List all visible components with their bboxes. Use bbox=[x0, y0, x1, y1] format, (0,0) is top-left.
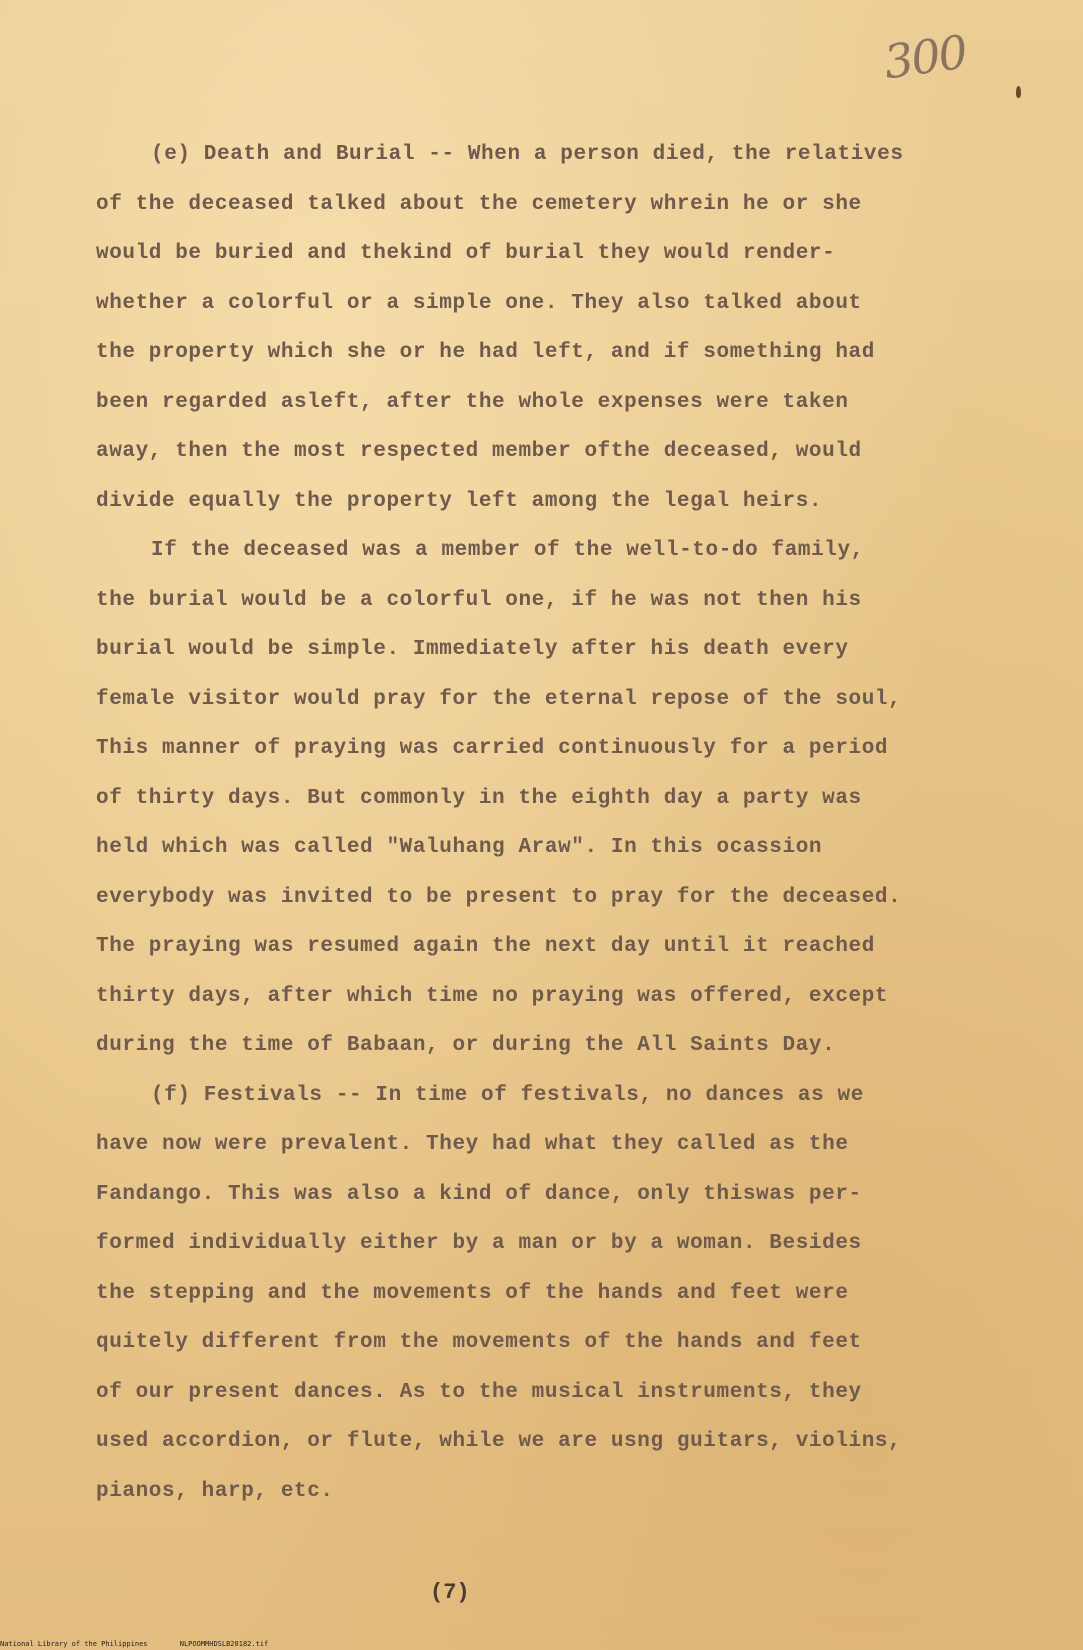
text-line: been regarded asleft, after the whole expenses were taken bbox=[96, 390, 849, 414]
text-line: everybody was invited to be present to pray for the deceased. bbox=[96, 885, 902, 909]
ink-spot bbox=[1016, 86, 1021, 98]
footer-institution: National Library of the Philippines bbox=[0, 1640, 148, 1648]
text-line: the stepping and the movements of the hands and feet were bbox=[96, 1281, 849, 1305]
text-line: of the deceased talked about the cemetery whrein he or she bbox=[96, 192, 862, 216]
typed-body-text bbox=[96, 130, 1036, 1516]
text-line: divide equally the property left among the legal heirs. bbox=[96, 489, 823, 513]
text-line: This manner of praying was carried continuously for a period bbox=[96, 737, 889, 760]
text-line: burial would be simple. Immediately after his death every bbox=[96, 638, 849, 661]
text-line: held which was called "Waluhang Araw". In this ocassion bbox=[96, 836, 823, 859]
paragraph-well-to-do-family bbox=[96, 526, 1036, 1071]
text-line: whether a colorful or a simple one. They also talked about bbox=[96, 291, 862, 315]
text-line: Fandango. This was also a kind of dance, only thiswas per- bbox=[96, 1182, 862, 1206]
text-line: of our present dances. As to the musical instruments, they bbox=[96, 1380, 862, 1404]
text-line: have now were prevalent. They had what they called as the bbox=[96, 1133, 849, 1156]
text-line: female visitor would pray for the eternal repose of the soul, bbox=[96, 687, 902, 711]
text-line: used accordion, or flute, while we are usng guitars, violins, bbox=[96, 1430, 902, 1453]
text-line: the property which she or he had left, and if something had bbox=[96, 341, 875, 364]
text-line: If the deceased was a member of the well-to-do family, bbox=[151, 539, 864, 562]
text-line: would be buried and thekind of burial they would render- bbox=[96, 242, 836, 265]
text-line: (f) Festivals -- In time of festivals, no dances as we bbox=[151, 1083, 864, 1107]
text-line: pianos, harp, etc. bbox=[96, 1479, 334, 1503]
page-number: (7) bbox=[430, 1580, 470, 1605]
text-line: away, then the most respected member ofthe deceased, would bbox=[96, 440, 862, 463]
paragraph-festivals bbox=[96, 1071, 1036, 1517]
text-line: during the time of Babaan, or during the All Saints Day. bbox=[96, 1034, 836, 1057]
footer-file-id: NLPOOMMHDSLB20182.tif bbox=[179, 1640, 269, 1648]
text-line: of thirty days. But commonly in the eighth day a party was bbox=[96, 786, 862, 810]
text-line: thirty days, after which time no praying was offered, except bbox=[96, 984, 889, 1008]
text-line: the burial would be a colorful one, if he was not then his bbox=[96, 588, 862, 612]
paragraph-death-and-burial bbox=[96, 130, 1036, 526]
text-line: (e) Death and Burial -- When a person died, the relatives bbox=[151, 143, 904, 166]
archive-footer bbox=[0, 1640, 268, 1648]
text-line: quitely different from the movements of the hands and feet bbox=[96, 1331, 862, 1354]
text-line: formed individually either by a man or by a woman. Besides bbox=[96, 1232, 862, 1255]
handwritten-page-mark: 300 bbox=[880, 24, 970, 90]
text-line: The praying was resumed again the next day until it reached bbox=[96, 935, 875, 958]
